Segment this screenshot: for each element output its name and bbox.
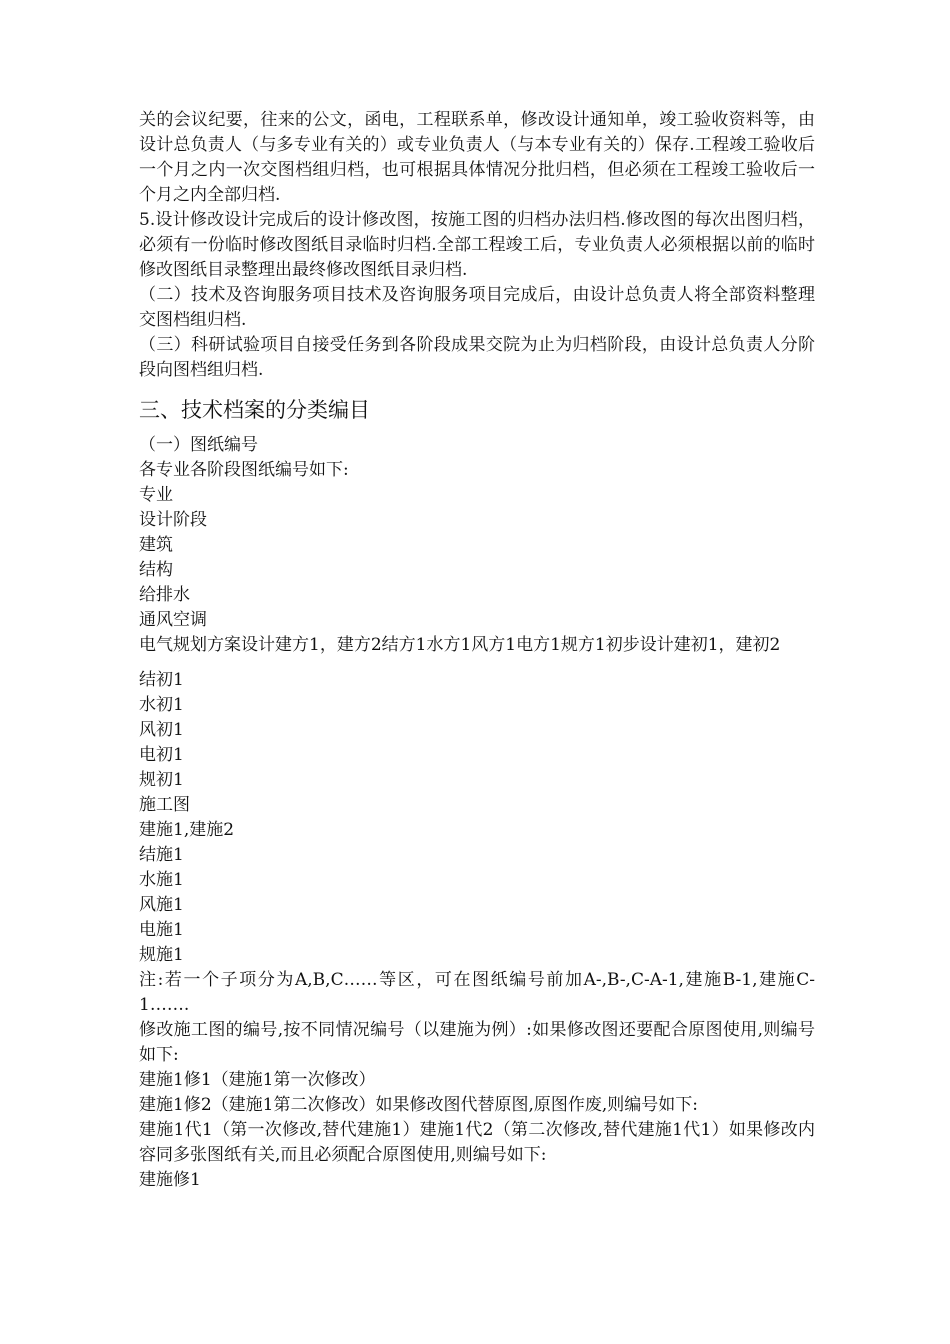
paragraph-design-revision: 5.设计修改设计完成后的设计修改图，按施工图的归档办法归档.修改图的每次出图归档，必须有一份临时修改图纸目录临时归档.全部工程竣工后，专业负责人必须根据以前的临时修改图纸目录整理出最终修改图纸目录归档. — [139, 210, 815, 280]
revision-line: 建施修1 — [139, 1170, 201, 1190]
list-item: 专业 — [139, 485, 173, 505]
list-item: 施工图 — [139, 795, 190, 815]
list-item: 结初1 — [139, 670, 184, 690]
list-item: 电初1 — [139, 745, 184, 765]
list-item: 通风空调 — [139, 610, 207, 630]
intro-text: 各专业各阶段图纸编号如下: — [139, 460, 349, 480]
list-item: 水施1 — [139, 870, 184, 890]
note-text: 注:若一个子项分为A,B,C……等区，可在图纸编号前加A-,B-,C-A-1,建施B-1,建施C-1……. — [139, 970, 815, 1015]
list-item: 给排水 — [139, 585, 190, 605]
list-item: 结构 — [139, 560, 173, 580]
paragraph-revision-numbering: 修改施工图的编号,按不同情况编号（以建施为例）:如果修改图还要配合原图使用,则编号如下: — [139, 1020, 815, 1065]
list-item: 水初1 — [139, 695, 184, 715]
list-item: 风施1 — [139, 895, 184, 915]
document-body — [139, 108, 815, 1193]
list-item: 设计阶段 — [139, 510, 207, 530]
list-item: 规初1 — [139, 770, 184, 790]
paragraph-archive-period: 关的会议纪要，往来的公文，函电，工程联系单，修改设计通知单，竣工验收资料等，由设计总负责人（与多专业有关的）或专业负责人（与本专业有关的）保存.工程竣工验收后一个月之内一次交图档组归档，也可根据具体情况分批归档，但必须在工程竣工验收后一个月之内全部归档. — [139, 110, 815, 205]
list-item: 建施1,建施2 — [139, 820, 235, 840]
subsection-heading: （一）图纸编号 — [139, 435, 258, 455]
revision-paragraph: 建施1修2（建施1第二次修改）如果修改图代替原图,原图作废,则编号如下: — [139, 1095, 698, 1115]
revision-line: 建施1修1（建施1第一次修改） — [139, 1070, 376, 1090]
list-item: 建筑 — [139, 535, 173, 555]
section-heading: 三、技术档案的分类编目 — [139, 398, 370, 422]
revision-paragraph: 建施1代1（第一次修改,替代建施1）建施1代2（第二次修改,替代建施1代1）如果修改内容同多张图纸有关,而且必须配合原图使用,则编号如下: — [139, 1120, 815, 1165]
paragraph-tech-consulting: （二）技术及咨询服务项目技术及咨询服务项目完成后，由设计总负责人将全部资料整理交图档组归档. — [139, 285, 815, 330]
paragraph-research-project: （三）科研试验项目自接受任务到各阶段成果交院为止为归档阶段，由设计总负责人分阶段向图档组归档. — [139, 335, 815, 380]
paragraph-drawing-codes: 电气规划方案设计建方1，建方2结方1水方1风方1电方1规方1初步设计建初1，建初2 — [139, 635, 781, 655]
list-item: 规施1 — [139, 945, 184, 965]
list-item: 电施1 — [139, 920, 184, 940]
list-item: 结施1 — [139, 845, 184, 865]
list-item: 风初1 — [139, 720, 184, 740]
